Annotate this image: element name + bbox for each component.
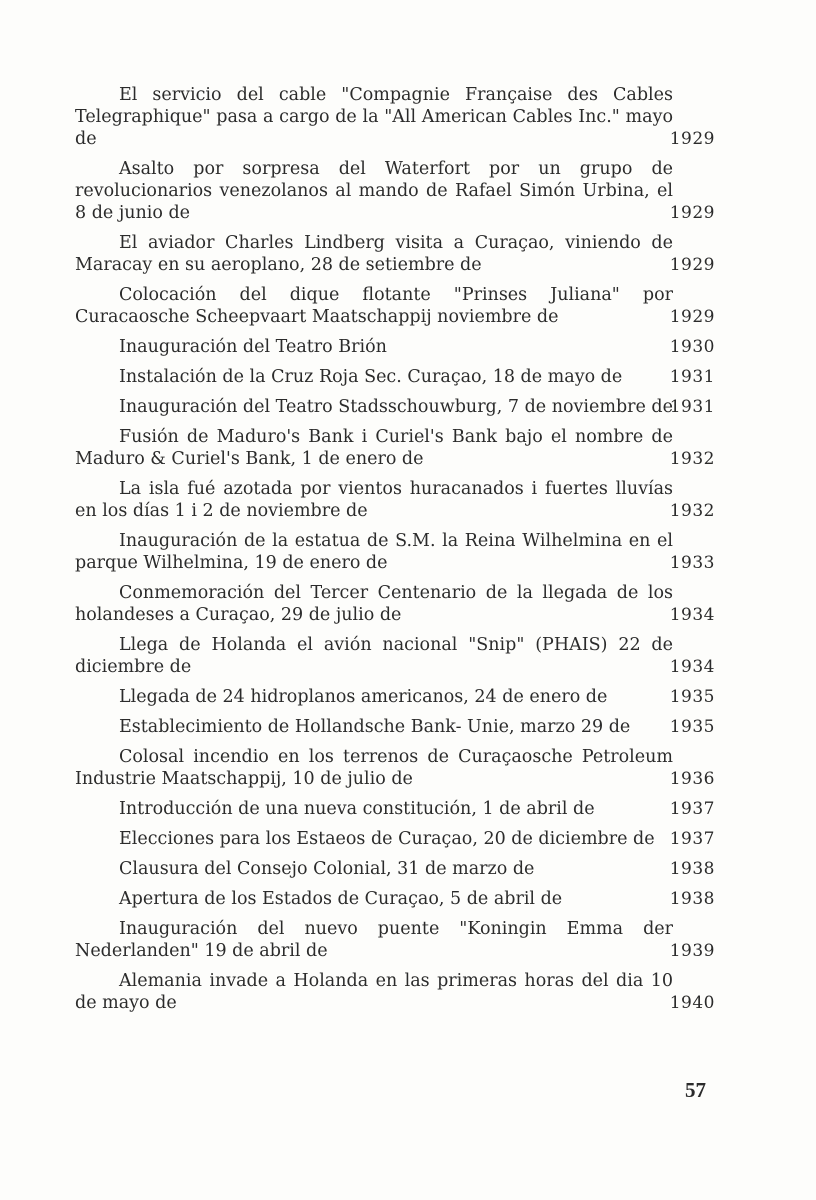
chronology-entry — [75, 232, 715, 276]
entry-year: 1938 — [669, 859, 715, 879]
chronology-entry — [75, 970, 715, 1014]
entry-year: 1929 — [669, 129, 715, 149]
entry-text: Colosal incendio en los terrenos de Curaçaosche Petroleum Industrie Maatschappij, 10 de julio de — [75, 747, 673, 789]
chronology-entry — [75, 426, 715, 470]
entry-text: Asalto por sorpresa del Waterfort por un grupo de revolucionarios venezolanos al mando de Rafael Simón Urbina, el 8 de junio de — [75, 159, 673, 223]
chronology-entry — [75, 582, 715, 626]
chronology-entry — [75, 530, 715, 574]
entry-text: Inauguración del Teatro Stadsschouwburg, 7 de noviembre de — [119, 397, 673, 417]
entry-year: 1933 — [669, 553, 715, 573]
chronology-entry — [75, 158, 715, 224]
entry-text: Fusión de Maduro's Bank i Curiel's Bank bajo el nombre de Maduro & Curiel's Bank, 1 de enero de — [75, 427, 673, 469]
entry-year: 1929 — [669, 255, 715, 275]
entry-text: Instalación de la Cruz Roja Sec. Curaçao, 18 de mayo de — [119, 367, 623, 387]
entry-text: Clausura del Consejo Colonial, 31 de marzo de — [119, 859, 535, 879]
chronology-entry — [75, 478, 715, 522]
chronology-entry — [75, 716, 715, 738]
entry-year: 1931 — [669, 367, 715, 387]
entry-text: El aviador Charles Lindberg visita a Curaçao, viniendo de Maracay en su aeroplano, 28 de setiembre de — [75, 233, 673, 275]
chronology-entry — [75, 284, 715, 328]
entry-text: Introducción de una nueva constitución, 1 de abril de — [119, 799, 595, 819]
entry-text: Apertura de los Estados de Curaçao, 5 de abril de — [119, 889, 563, 909]
entry-text: Establecimiento de Hollandsche Bank- Unie, marzo 29 de — [119, 717, 631, 737]
entry-text: El servicio del cable "Compagnie Française des Cables Telegraphique" pasa a cargo de la "All American Cables Inc." mayo de — [75, 85, 673, 149]
page-number: 57 — [685, 1078, 706, 1102]
entry-year: 1937 — [669, 829, 715, 849]
entry-year: 1935 — [669, 717, 715, 737]
entry-year: 1930 — [669, 337, 715, 357]
chronology-entry — [75, 858, 715, 880]
entry-year: 1940 — [669, 993, 715, 1013]
entry-year: 1935 — [669, 687, 715, 707]
entry-year: 1932 — [669, 449, 715, 469]
entry-text: Alemania invade a Holanda en las primeras horas del dia 10 de mayo de — [75, 971, 673, 1013]
chronology-entry — [75, 686, 715, 708]
entry-year: 1931 — [669, 397, 715, 417]
entry-year: 1932 — [669, 501, 715, 521]
entry-text: Inauguración del nuevo puente "Koningin Emma der Nederlanden" 19 de abril de — [75, 919, 673, 961]
entry-text: Llega de Holanda el avión nacional "Snip" (PHAIS) 22 de diciembre de — [75, 635, 673, 677]
entry-text: Elecciones para los Estaeos de Curaçao, 20 de diciembre de — [119, 829, 655, 849]
entry-text: Colocación del dique flotante "Prinses Juliana" por Curacaosche Scheepvaart Maatschappij noviembre de — [75, 285, 673, 327]
chronology-list — [75, 84, 715, 1022]
chronology-entry — [75, 396, 715, 418]
chronology-entry — [75, 336, 715, 358]
entry-year: 1936 — [669, 769, 715, 789]
chronology-entry — [75, 888, 715, 910]
entry-text: Llegada de 24 hidroplanos americanos, 24 de enero de — [119, 687, 608, 707]
entry-year: 1939 — [669, 941, 715, 961]
chronology-entry — [75, 746, 715, 790]
entry-year: 1934 — [669, 657, 715, 677]
entry-year: 1938 — [669, 889, 715, 909]
entry-text: La isla fué azotada por vientos huracanados i fuertes lluvías en los días 1 i 2 de noviembre de — [75, 479, 673, 521]
entry-year: 1929 — [669, 203, 715, 223]
chronology-entry — [75, 366, 715, 388]
chronology-entry — [75, 828, 715, 850]
entry-year: 1934 — [669, 605, 715, 625]
chronology-entry — [75, 634, 715, 678]
chronology-entry — [75, 84, 715, 150]
chronology-entry — [75, 918, 715, 962]
chronology-entry — [75, 798, 715, 820]
entry-text: Conmemoración del Tercer Centenario de la llegada de los holandeses a Curaçao, 29 de julio de — [75, 583, 673, 625]
entry-year: 1929 — [669, 307, 715, 327]
entry-year: 1937 — [669, 799, 715, 819]
entry-text: Inauguración de la estatua de S.M. la Reina Wilhelmina en el parque Wilhelmina, 19 de enero de — [75, 531, 673, 573]
entry-text: Inauguración del Teatro Brión — [119, 337, 387, 357]
